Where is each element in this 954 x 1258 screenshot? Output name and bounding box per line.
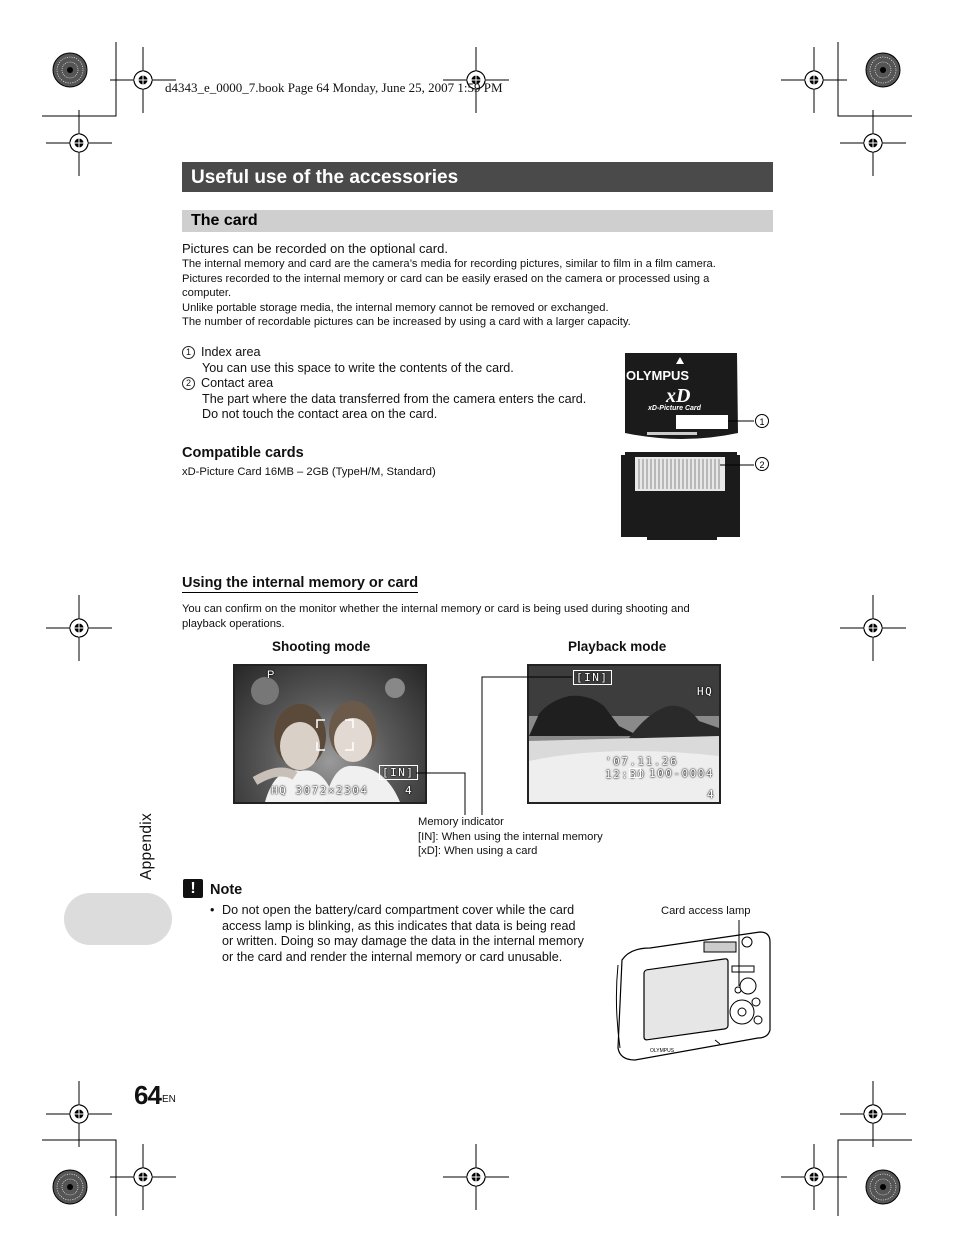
- intro-line: The internal memory and card are the camera’s media for recording pictures, similar to film in a film camera.: [182, 258, 716, 270]
- memory-line: playback operations.: [182, 617, 285, 630]
- memory-heading: [182, 575, 418, 591]
- number-badge: 2: [182, 377, 195, 390]
- card-logo: xD: [666, 385, 691, 407]
- playback-datetime: '07.11.26 12:30: [605, 755, 679, 781]
- children-photo: [235, 666, 425, 802]
- card-part-label: Index area: [201, 345, 261, 359]
- compatible-text: xD-Picture Card 16MB – 2GB (TypeH/M, Standard): [182, 466, 436, 478]
- note-line: or written. Doing so may damage the data in the internal memory: [222, 934, 584, 948]
- note-text: [222, 903, 622, 965]
- card-caption: xD-Picture Card: [648, 405, 701, 412]
- intro-line: Unlike portable storage media, the internal memory cannot be removed or exchanged.: [182, 301, 609, 314]
- shooting-quality: HQ 3072×2304: [271, 784, 369, 797]
- xd-card-illustration: [618, 347, 778, 547]
- card-parts-list: [182, 345, 612, 423]
- book-info-line: d4343_e_0000_7.book Page 64 Monday, June 25, 2007 1:59 PM: [165, 80, 503, 95]
- note-line: Do not open the battery/card compartment cover while the card: [222, 903, 575, 917]
- playback-file-number: 100-0004: [649, 767, 714, 780]
- card-part-label: Contact area: [201, 376, 274, 390]
- callout-1: 1: [759, 417, 765, 427]
- page-number: 64: [134, 1080, 161, 1110]
- note-line: access lamp is blinking, as this indicates that data is being read: [222, 918, 576, 933]
- shooting-memory-indicator: [IN]: [379, 765, 418, 780]
- intro-line: The number of recordable pictures can be increased by using a card with a larger capacity.: [182, 316, 631, 329]
- card-access-lamp-label: Card access lamp: [661, 905, 751, 917]
- card-part-desc: The part where the data transferred from the camera enters the card.: [202, 391, 587, 406]
- shooting-count: 4: [405, 784, 414, 797]
- shooting-monitor: [233, 664, 427, 804]
- playback-quality: HQ: [697, 685, 714, 698]
- note-bullet: •: [210, 903, 215, 917]
- indicator-caption-line: Memory indicator: [418, 816, 504, 828]
- number-badge: 1: [182, 346, 195, 359]
- intro-text: [182, 257, 782, 330]
- indicator-caption-line: [IN]: When using the internal memory: [418, 830, 603, 843]
- folder-icon: [629, 768, 641, 778]
- card-part-item: [182, 376, 612, 392]
- callout-2: 2: [759, 460, 765, 470]
- intro-line: Pictures recorded to the internal memory or card can be easily erased on the camera or processed using a: [182, 272, 710, 285]
- intro-lead: Pictures can be recorded on the optional card.: [182, 241, 448, 256]
- camera-brand: OLYMPUS: [650, 1048, 675, 1054]
- indicator-caption-line: [xD]: When using a card: [418, 845, 538, 858]
- note-line: or the card and render the internal memory or card unusable.: [222, 949, 563, 964]
- card-part-item: [182, 345, 612, 361]
- appendix-side-tab: [64, 893, 172, 945]
- note-warning-icon: !: [183, 879, 203, 898]
- playback-frame: 4: [707, 788, 716, 801]
- memory-heading-text: Using the internal memory or card: [182, 575, 419, 591]
- shooting-mode-label: Shooting mode: [272, 639, 371, 654]
- playback-memory-indicator: [IN]: [573, 670, 612, 685]
- memory-line: You can confirm on the monitor whether the internal memory or card is being used during shooting and: [182, 603, 690, 615]
- subsection-title: The card: [182, 210, 773, 232]
- intro-line: computer.: [182, 287, 232, 300]
- section-title: Useful use of the accessories: [182, 162, 773, 192]
- card-brand: OLYMPUS: [626, 368, 690, 383]
- camera-illustration: [610, 920, 780, 1065]
- appendix-label: Appendix: [138, 812, 155, 880]
- playback-mode-label: Playback mode: [568, 639, 667, 654]
- compatible-heading: Compatible cards: [182, 445, 304, 461]
- language-code: EN: [162, 1094, 176, 1105]
- indicator-caption: [418, 815, 603, 859]
- card-part-desc: You can use this space to write the contents of the card.: [202, 360, 514, 375]
- note-heading: Note: [210, 882, 243, 898]
- card-part-desc: Do not touch the contact area on the card.: [202, 407, 438, 421]
- indicator-callout-lines: [400, 660, 620, 820]
- memory-text: [182, 602, 782, 631]
- shooting-mode-icon: P: [267, 669, 276, 681]
